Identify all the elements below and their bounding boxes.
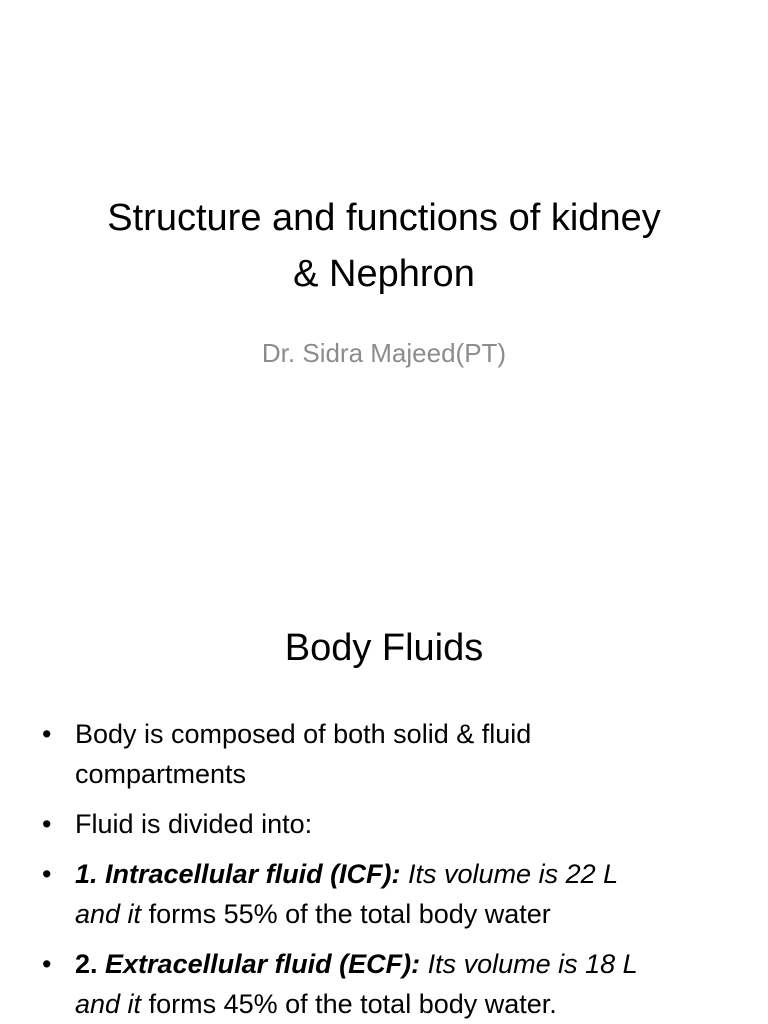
- ecf-label: Extracellular fluid (ECF):: [105, 949, 421, 979]
- title-line-2: & Nephron: [293, 253, 475, 295]
- ecf-and-it: and it: [75, 989, 142, 1019]
- icf-volume: Its volume is 22 L: [400, 859, 619, 889]
- bullet-list: [40, 714, 740, 1024]
- bullet-item: [40, 944, 740, 1024]
- bullet-text-line-2: compartments: [75, 759, 247, 789]
- title-line-1: Structure and functions of kidney: [107, 197, 661, 239]
- bullet-item: [40, 714, 740, 794]
- slide-title-heading: [40, 190, 728, 302]
- bullet-icon: •: [42, 809, 52, 839]
- icf-label: 1. Intracellular fluid (ICF):: [75, 859, 401, 889]
- icf-and-it: and it: [75, 899, 142, 929]
- bullet-item: [40, 854, 740, 934]
- bullet-text: Fluid is divided into:: [75, 809, 313, 839]
- bullet-text-line-1: Body is composed of both solid & fluid: [75, 719, 532, 749]
- ecf-volume: Its volume is 18 L: [420, 949, 638, 979]
- author-subtitle: Dr. Sidra Majeed(PT): [261, 338, 507, 368]
- slide-2-heading: Body Fluids: [284, 627, 484, 669]
- ecf-percentage: forms 45% of the total body water.: [141, 989, 557, 1019]
- icf-percentage: forms 55% of the total body water: [141, 899, 551, 929]
- bullet-item: [40, 804, 740, 844]
- bullet-icon: •: [42, 859, 52, 889]
- bullet-icon: •: [42, 719, 52, 749]
- ecf-number: 2.: [75, 949, 106, 979]
- bullet-icon: •: [42, 949, 52, 979]
